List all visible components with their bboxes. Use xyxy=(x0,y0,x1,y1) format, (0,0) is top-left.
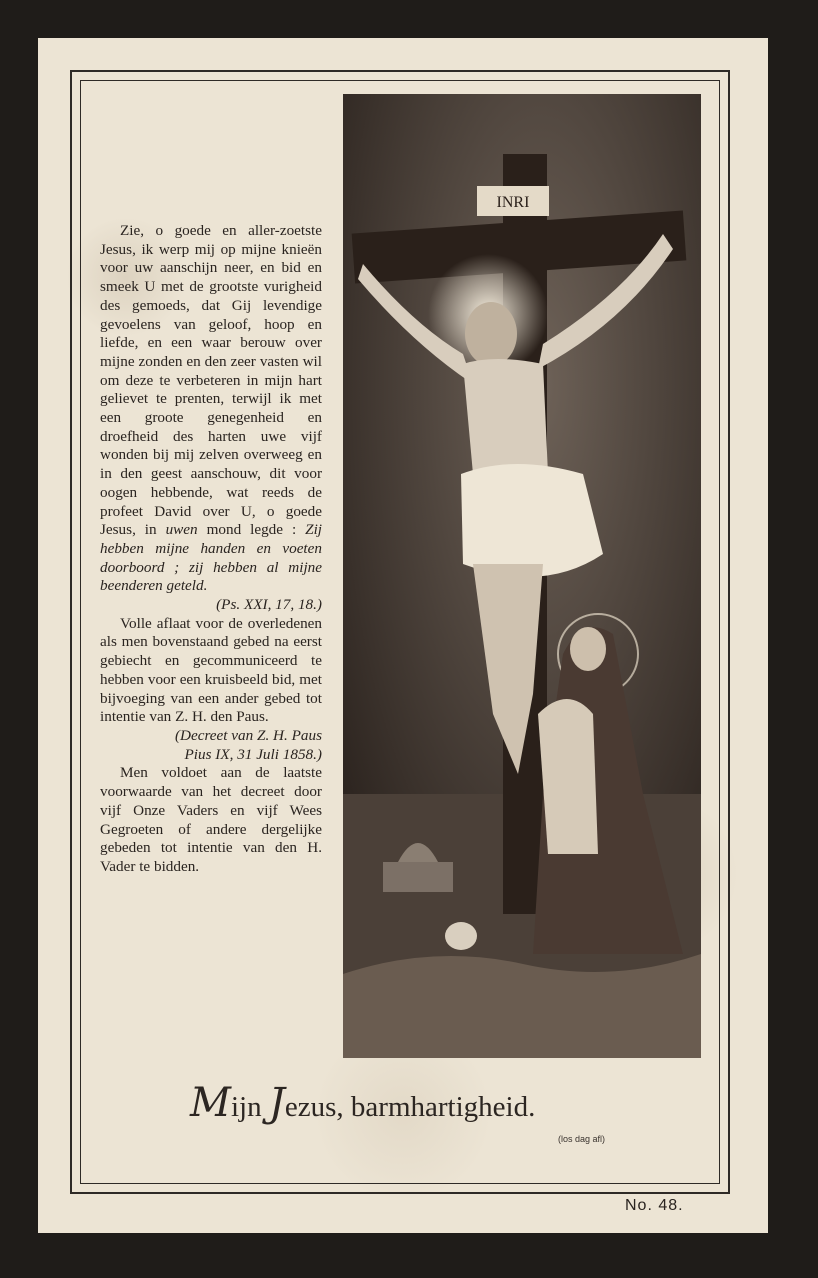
motto-part-2: ezus, barmhartigheid. xyxy=(284,1091,536,1123)
rocks xyxy=(343,954,701,1058)
decree-reference-1: (Decreet van Z. H. Paus xyxy=(174,726,322,744)
motto xyxy=(190,1080,650,1126)
publisher-mark: (los dag afl) xyxy=(558,1134,606,1144)
prayer-text xyxy=(100,222,322,877)
motto-initial-j: J xyxy=(268,1080,285,1126)
inri-text: INRI xyxy=(496,194,530,211)
prayer-mond-legde: mond legde : xyxy=(206,521,297,539)
decree-reference-2: Pius IX, 31 Juli 1858.) xyxy=(184,745,322,763)
indulgence-text: Volle aflaat voor de overledenen als men bovenstaand gebed na eerst gebiecht en gecommuniceerd te hebben voor een kruisbeeld bid, met bijvoeging van een ander gebed tot intentie van Z. H. den Paus. xyxy=(100,614,322,726)
prayer-italic-word: uwen xyxy=(165,521,198,539)
condition-text: Men voldoet aan de laatste voorwaarde van het decreet door vijf Onze Vaders en vijf Wees Gegroeten of andere dergelijke gebeden tot intentie van den H. Vader te bidden. xyxy=(100,764,322,875)
psalm-quote: Zij hebben mijne handen en voeten doorboord ; zij hebben al mijne beenderen geteld. xyxy=(100,521,323,595)
skull xyxy=(445,922,477,950)
prayer-body: Zie, o goede en aller-zoetste Jesus, ik werp mij op mijne knieën voor uw aanschijn neer, en bid en smeek U met de grootste vurigheid des gemoeds, dat Gij levendige gevoelens van geloof, hoop en liefde, en een waar berouw over mijne zonden en den zeer vasten wil om deze te verbeteren in mijn hart gelievet te prenten, terwijl ik met een groote genegenheid en droefheid des harten uwe vijf wonden bij mij zelven overweeg en in den geest aanschouw, dit voor oogen hebbende, wat reeds de profeet David over U, o goede Jesus, in xyxy=(100,222,322,539)
crucifixion-image xyxy=(343,94,701,1058)
card-number: No. 48. xyxy=(625,1197,684,1214)
crucifixion-illustration xyxy=(343,94,701,1058)
psalm-reference: (Ps. XXI, 17, 18.) xyxy=(216,596,322,614)
motto-initial-m: M xyxy=(190,1080,231,1126)
motto-part-1: ijn xyxy=(230,1091,269,1123)
prayer-main xyxy=(100,222,322,596)
